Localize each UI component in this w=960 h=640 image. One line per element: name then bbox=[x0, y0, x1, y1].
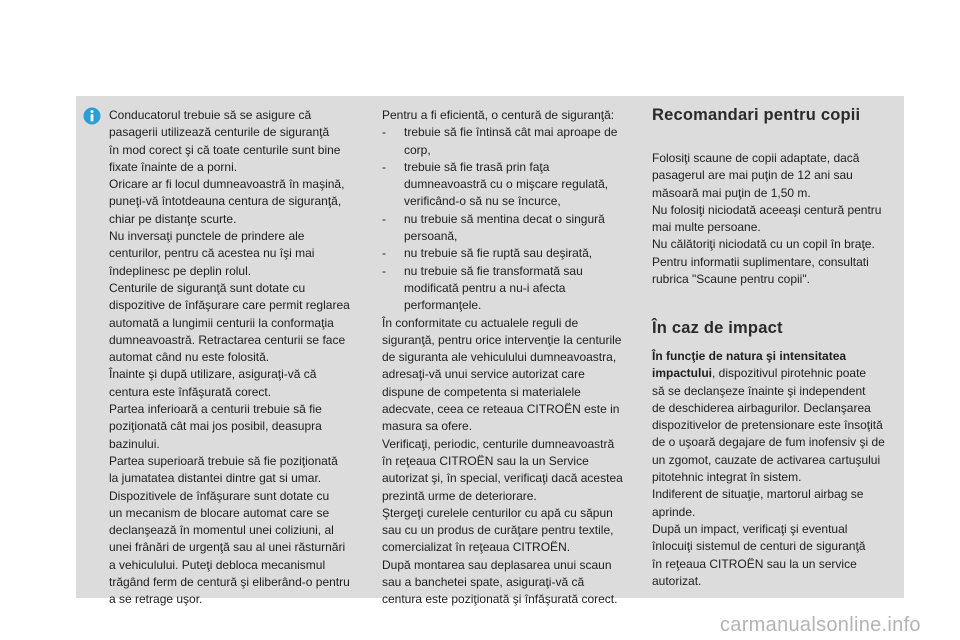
text-line: Indiferent de situaţie, martorul airbag se bbox=[652, 487, 864, 502]
list-dash: - bbox=[382, 263, 386, 278]
text-line: pitotehnic integrat în sistem. bbox=[652, 470, 802, 485]
text-line: înlocuiţi sistemul de centuri de siguranţă bbox=[652, 539, 866, 554]
text-line: dumneavoastră. Retractarea centurii se face bbox=[109, 332, 346, 347]
text-line: trebuie să fie întinsă cât mai aproape de bbox=[404, 125, 618, 140]
text-line: nu trebuie să fie ruptă sau deşirată, bbox=[404, 246, 593, 261]
text-line: în reţeaua CITROËN sau la un service bbox=[652, 556, 857, 571]
text-line: siguranţă, pentru orice intervenţie la centurile bbox=[382, 332, 622, 347]
text-line: modificată pentru a nu-i afecta bbox=[404, 280, 566, 295]
text-line: în mod corect şi că toate centurile sunt bine bbox=[109, 142, 341, 157]
list-item-text bbox=[404, 263, 634, 315]
text-line: Nu călătoriţi niciodată cu un copil în braţe. bbox=[652, 237, 875, 252]
text-line: adresaţi-vă unui service autorizat care bbox=[382, 367, 585, 382]
text-line: declanşează în momentul unei coliziuni, al bbox=[109, 523, 334, 538]
text-line: După un impact, verificaţi şi eventual bbox=[652, 521, 848, 536]
text-line: automată a lungimii centurii la conformaţia bbox=[109, 315, 334, 330]
text-line: puneţi-vă întotdeauna centura de siguranţă, bbox=[109, 194, 342, 209]
text-line: măsoară mai puţin de 1,50 m. bbox=[652, 185, 811, 200]
text-line: un mecanism de blocare automat care se bbox=[109, 505, 330, 520]
text-line: centura este poziţionată şi înfăşurată corect. bbox=[382, 592, 618, 607]
list-item-text bbox=[404, 211, 634, 246]
text-line: prezintă urme de deteriorare. bbox=[382, 488, 537, 503]
children-recommendations-text bbox=[652, 150, 898, 288]
text-line: dispozitive de înfăşurare care permit reglarea bbox=[109, 298, 350, 313]
text-line: masura sa ofere. bbox=[382, 419, 473, 434]
list-item bbox=[382, 159, 634, 211]
list-dash: - bbox=[382, 246, 386, 261]
text-line: Partea inferioară a centurii trebuie să fie bbox=[109, 402, 322, 417]
text-line: Ştergeţi curelele centurilor cu apă cu săpun bbox=[382, 505, 613, 520]
text-line: dispune de competenta si materialele bbox=[382, 384, 581, 399]
maintenance-text bbox=[382, 315, 634, 609]
text-line: automat când nu este folosită. bbox=[109, 350, 270, 365]
text-line: dumneavoastră cu o mişcare regulată, bbox=[404, 177, 609, 192]
text-line: autorizat şi, în special, verificaţi dacă acestea bbox=[382, 471, 623, 486]
section-heading-children: Recomandari pentru copii bbox=[652, 106, 861, 124]
text-line: sau cu un produs de curăţare pentru textile, bbox=[382, 523, 614, 538]
text-line: Nu inversaţi punctele de prindere ale bbox=[109, 229, 305, 244]
list-item bbox=[382, 263, 634, 315]
list-dash: - bbox=[382, 211, 386, 226]
list-dash: - bbox=[382, 159, 386, 174]
text-line: În conformitate cu actualele reguli de bbox=[382, 315, 579, 330]
text-line: nu trebuie să mentina decat o singură bbox=[404, 211, 605, 226]
info-icon bbox=[83, 107, 101, 125]
list-item-text bbox=[404, 159, 634, 211]
text-line: autorizat. bbox=[652, 573, 702, 588]
text-line: pasagerii utilizează centurile de siguranţă bbox=[109, 125, 330, 140]
text-line: corp, bbox=[404, 142, 431, 157]
text-line: trebuie să fie trasă prin faţa bbox=[404, 159, 550, 174]
impact-text bbox=[652, 348, 898, 590]
text-line: un zgomot, cauzate de activarea cartuşului bbox=[652, 452, 881, 467]
text-line: trăgând ferm de centură şi eliberând-o pentru bbox=[109, 575, 350, 590]
text-line: la jumatatea distantei dintre gat si umar. bbox=[109, 471, 322, 486]
text-line: poziţionată cât mai jos posibil, deasupra bbox=[109, 419, 322, 434]
text-line: Verificaţi, periodic, centurile dumneavoastră bbox=[382, 436, 615, 451]
text-line: Partea superioară trebuie să fie poziţionată bbox=[109, 453, 338, 468]
text-line: verificând-o să nu se încurce, bbox=[404, 194, 561, 209]
text-line: îndeplinesc pe deplin rolul. bbox=[109, 263, 252, 278]
text-line: persoană, bbox=[404, 229, 458, 244]
list-item bbox=[382, 245, 634, 262]
text-line: aprinde. bbox=[652, 504, 696, 519]
list-dash: - bbox=[382, 125, 386, 140]
impact-bold-word: impactului bbox=[652, 366, 713, 381]
text-line: Înainte şi după utilizare, asiguraţi-vă că bbox=[109, 367, 317, 382]
text-line: pasagerul are mai puţin de 12 ani sau bbox=[652, 168, 853, 183]
text-line: de deschiderea airbagurilor. Declanşarea bbox=[652, 400, 871, 415]
text-line: Nu folosiţi niciodată aceeaşi centură pentru bbox=[652, 202, 882, 217]
impact-bold-line: În funcţie de natura şi intensitatea bbox=[652, 349, 847, 363]
list-item bbox=[382, 211, 634, 246]
text-line: fixate înainte de a porni. bbox=[109, 159, 238, 174]
text-line: de siguranta ale vehiculului dumneavoastra, bbox=[382, 350, 617, 365]
text-line: bazinului. bbox=[109, 436, 160, 451]
list-item-text bbox=[404, 245, 634, 262]
seatbelt-usage-text bbox=[109, 107, 365, 609]
impact-continuation: , dispozitivul pirotehnic poate bbox=[712, 366, 867, 381]
watermark: carmanualsonline.info bbox=[720, 614, 921, 636]
text-line: a vehiculului. Puteţi debloca mecanismul bbox=[109, 557, 326, 572]
efficiency-intro: Pentru a fi eficientă, o centură de siguranţă: bbox=[382, 108, 615, 122]
text-line: centura este înfăşurată corect. bbox=[109, 384, 272, 399]
text-line: mai multe persoane. bbox=[652, 220, 761, 235]
efficiency-list bbox=[382, 124, 634, 314]
text-line: dispozitivelor de pretensionare este însoţită bbox=[652, 418, 883, 433]
text-line: unei frânări de urgenţă sau al unei răsturnări bbox=[109, 540, 346, 555]
list-item-text bbox=[404, 124, 634, 159]
seatbelt-efficiency-text bbox=[382, 107, 634, 609]
text-line: Centurile de siguranţă sunt dotate cu bbox=[109, 280, 306, 295]
section-heading-impact: În caz de impact bbox=[652, 319, 783, 337]
text-line: de o uşoară degajare de fum inofensiv şi de bbox=[652, 435, 885, 450]
list-item bbox=[382, 124, 634, 159]
text-line: adecvate, ceea ce reteaua CITROËN este in bbox=[382, 402, 620, 417]
text-line: Conducatorul trebuie să se asigure că bbox=[109, 108, 312, 122]
text-line: chiar pe distanţe scurte. bbox=[109, 211, 237, 226]
text-line: comercializat în reţeaua CITROËN. bbox=[382, 540, 571, 555]
text-line: centurilor, pentru că acestea nu îşi mai bbox=[109, 246, 315, 261]
text-line: performanţele. bbox=[404, 298, 482, 313]
text-line: Oricare ar fi locul dumneavoastră în maşină, bbox=[109, 177, 345, 192]
text-line: să se declanşeze înainte şi independent bbox=[652, 383, 866, 398]
text-line: rubrica "Scaune pentru copii". bbox=[652, 272, 810, 287]
text-line: După montarea sau deplasarea unui scaun bbox=[382, 557, 612, 572]
text-line: a se retrage uşor. bbox=[109, 592, 203, 607]
text-line: nu trebuie să fie transformată sau bbox=[404, 263, 583, 278]
text-line: sau a banchetei spate, asiguraţi-vă că bbox=[382, 575, 585, 590]
text-line: în reţeaua CITROËN sau la un Service bbox=[382, 453, 589, 468]
text-line: Folosiţi scaune de copii adaptate, dacă bbox=[652, 151, 860, 165]
text-line: Pentru informatii suplimentare, consultati bbox=[652, 254, 869, 269]
text-line: Dispozitivele de înfăşurare sunt dotate cu bbox=[109, 488, 330, 503]
